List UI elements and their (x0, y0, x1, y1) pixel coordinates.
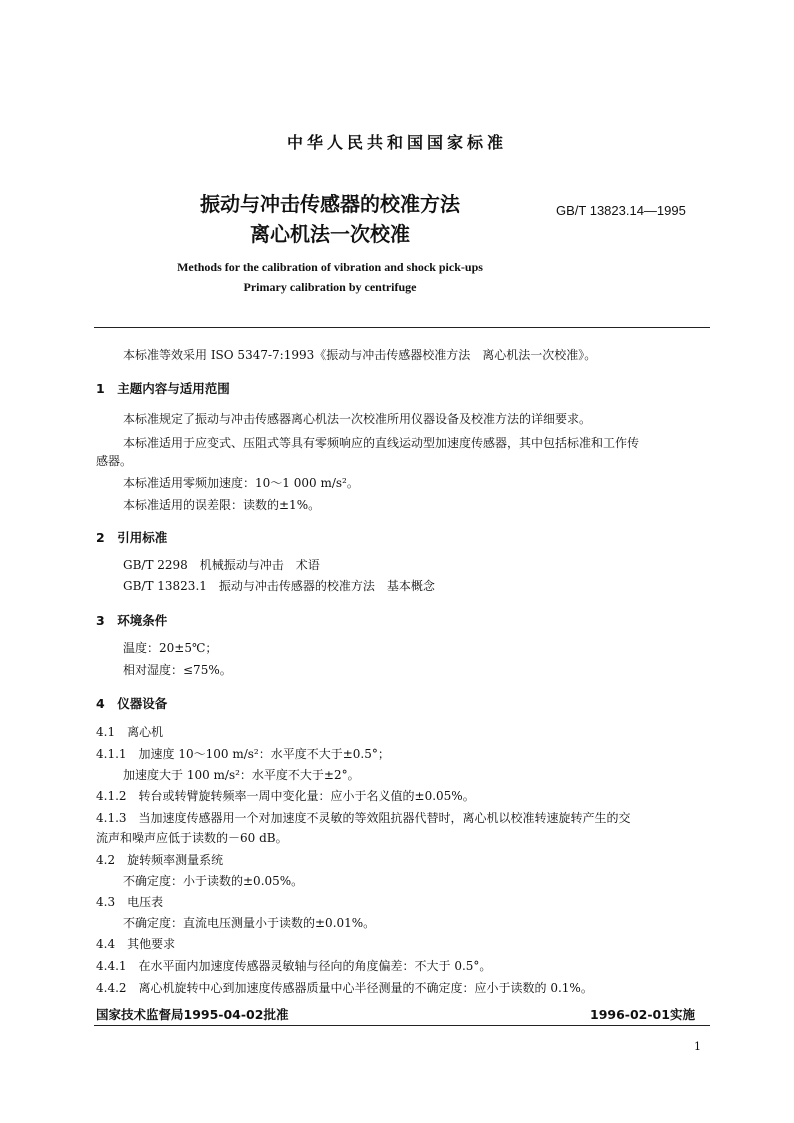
item-4-1: 4.1 离心机 (96, 725, 164, 739)
top-divider (94, 327, 710, 328)
item-4-1-3-line-1: 4.1.3 当加速度传感器用一个对加速度不灵敏的等效阻抗器代替时，离心机以校准转速旋转产生的交 (96, 811, 631, 825)
item-4-4-2: 4.4.2 离心机旋转中心到加速度传感器质量中心半径测量的不确定度：应小于读数的 0.1%。 (96, 981, 593, 995)
page-number: 1 (694, 1040, 701, 1053)
item-4-2-detail: 不确定度：小于读数的±0.05%。 (123, 874, 304, 888)
s1-paragraph-1: 本标准规定了振动与冲击传感器离心机法一次校准所用仪器设备及校准方法的详细要求。 (123, 412, 592, 426)
implementation-date: 1996-02-01实施 (590, 1007, 695, 1022)
item-4-3-detail: 不确定度：直流电压测量小于读数的±0.01%。 (123, 916, 376, 930)
item-4-2: 4.2 旋转频率测量系统 (96, 853, 224, 867)
standard-number: GB/T 13823.14—1995 (556, 203, 686, 218)
reference-2: GB/T 13823.1 振动与冲击传感器的校准方法 基本概念 (123, 579, 435, 593)
title-line-2: 离心机法一次校准 (250, 222, 410, 246)
humidity-text: 相对湿度：≤75%。 (123, 663, 232, 677)
item-4-4-1: 4.4.1 在水平面内加速度传感器灵敏轴与径向的角度偏差：不大于 0.5°。 (96, 959, 492, 973)
s1-paragraph-3: 本标准适用零频加速度：10～1 000 m/s²。 (123, 476, 359, 490)
section-4-heading: 4 仪器设备 (96, 696, 168, 711)
bottom-divider (94, 1025, 710, 1026)
item-4-1-1: 4.1.1 加速度 10～100 m/s²：水平度不大于±0.5°； (96, 747, 390, 761)
item-4-4: 4.4 其他要求 (96, 937, 176, 951)
item-4-1-2: 4.1.2 转台或转臂旋转频率一周中变化量：应小于名义值的±0.05%。 (96, 789, 475, 803)
s1-paragraph-2a: 本标准适用于应变式、压阻式等具有零频响应的直线运动型加速度传感器，其中包括标准和工作传 (123, 436, 640, 450)
item-4-1-1-continued: 加速度大于 100 m/s²：水平度不大于±2°。 (123, 768, 360, 782)
title-line-1: 振动与冲击传感器的校准方法 (200, 192, 460, 216)
section-3-heading: 3 环境条件 (96, 613, 168, 628)
english-title-line-1: Methods for the calibration of vibration and shock pick-ups (177, 260, 483, 274)
reference-1: GB/T 2298 机械振动与冲击 术语 (123, 558, 320, 572)
approval-note: 国家技术监督局1995-04-02批准 (96, 1007, 289, 1022)
english-title-line-2: Primary calibration by centrifuge (243, 280, 417, 294)
intro-text: 本标准等效采用 ISO 5347-7:1993《振动与冲击传感器校准方法 离心机法一次校准》。 (123, 348, 597, 362)
section-1-heading: 1 主题内容与适用范围 (96, 381, 230, 396)
temperature-text: 温度：20±5℃； (123, 641, 218, 655)
s1-paragraph-2b: 感器。 (96, 454, 133, 468)
s1-paragraph-4: 本标准适用的误差限：读数的±1%。 (123, 498, 321, 512)
section-2-heading: 2 引用标准 (96, 530, 168, 545)
issuer-heading: 中华人民共和国国家标准 (286, 133, 507, 152)
item-4-3: 4.3 电压表 (96, 895, 164, 909)
item-4-1-3-line-2: 流声和噪声应低于读数的－60 dB。 (96, 831, 288, 845)
